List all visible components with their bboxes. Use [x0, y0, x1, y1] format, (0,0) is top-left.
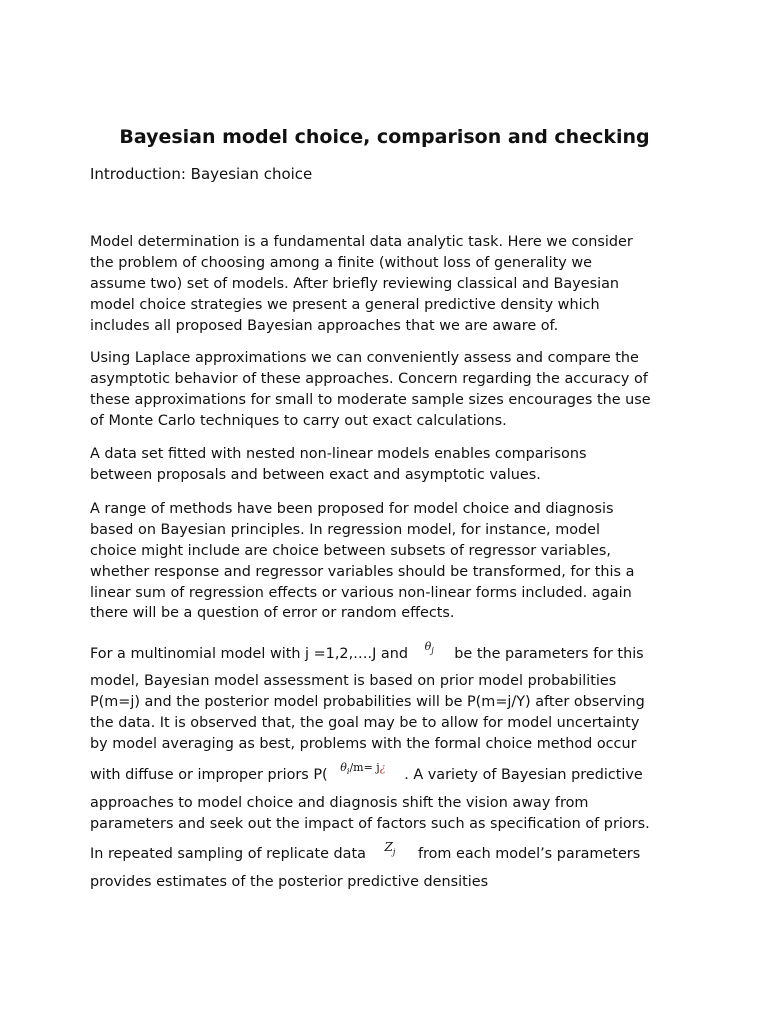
text-line: there will be a question of error or random effects.: [90, 605, 455, 622]
page-title: Bayesian model choice, comparison and checking: [119, 126, 650, 148]
text-line: [90, 840, 685, 870]
z-j-symbol: $Z_j$: [384, 840, 396, 857]
text-line: [90, 761, 685, 791]
text-segment: For a multinomial model with j =1,2,….J and: [90, 646, 408, 662]
text-line: between proposals and between exact and asymptotic values.: [90, 466, 541, 483]
text-block: [90, 671, 685, 755]
prior-expression-symbol: $\theta_i/m=$ j¿: [340, 761, 386, 777]
theta-j-symbol: $\theta_j$: [424, 640, 434, 656]
text-segment: from each model’s parameters: [417, 846, 641, 862]
text-line: Model determination is a fundamental data analytic task. Here we consider: [90, 234, 633, 250]
text-segment: . A variety of Bayesian predictive: [404, 767, 643, 783]
text-line: based on Bayesian principles. In regression model, for instance, model: [90, 521, 601, 538]
text-line: asymptotic behavior of these approaches. Concern regarding the accuracy of: [90, 370, 648, 387]
text-line: P(m=j) and the posterior model probabilities will be P(m=j/Y) after observing: [90, 693, 645, 710]
text-line: [90, 640, 685, 670]
paragraph-methods: [90, 499, 685, 624]
text-line: the problem of choosing among a finite (without loss of generality we: [90, 254, 592, 271]
text-line: model choice strategies we present a general predictive density which: [90, 296, 600, 313]
text-line: [90, 872, 685, 893]
text-segment: be the parameters for this: [454, 646, 644, 662]
text-line: Using Laplace approximations we can conveniently assess and compare the: [90, 350, 639, 366]
text-block: [90, 793, 685, 835]
text-line: includes all proposed Bayesian approaches that we are aware of.: [90, 317, 559, 334]
text-line: assume two) set of models. After briefly reviewing classical and Bayesian: [90, 275, 620, 292]
text-line: A range of methods have been proposed for model choice and diagnosis: [90, 501, 614, 517]
text-line: of Monte Carlo techniques to carry out exact calculations.: [90, 412, 507, 429]
text-line: these approximations for small to moderate sample sizes encourages the use: [90, 391, 651, 408]
text-line: linear sum of regression effects or various non-linear forms included. again: [90, 584, 632, 601]
text-line: whether response and regressor variables should be transformed, for this a: [90, 563, 635, 580]
paragraph-intro: [90, 232, 685, 336]
text-segment: with diffuse or improper priors P(: [90, 767, 328, 783]
text-line: model, Bayesian model assessment is based on prior model probabilities: [90, 673, 617, 689]
section-heading: Introduction: Bayesian choice: [90, 165, 313, 183]
text-segment: provides estimates of the posterior predictive densities: [90, 874, 489, 890]
text-line: A data set fitted with nested non-linear models enables comparisons: [90, 446, 587, 462]
text-line: the data. It is observed that, the goal may be to allow for model uncertainty: [90, 714, 640, 731]
text-line: by model averaging as best, problems with the formal choice method occur: [90, 735, 637, 752]
text-line: approaches to model choice and diagnosis shift the vision away from: [90, 795, 589, 811]
paragraph-dataset: [90, 444, 685, 486]
text-line: parameters and seek out the impact of factors such as specification of priors.: [90, 815, 650, 832]
paragraph-laplace: [90, 348, 685, 432]
text-line: choice might include are choice between subsets of regressor variables,: [90, 542, 611, 559]
text-segment: In repeated sampling of replicate data: [90, 846, 366, 862]
